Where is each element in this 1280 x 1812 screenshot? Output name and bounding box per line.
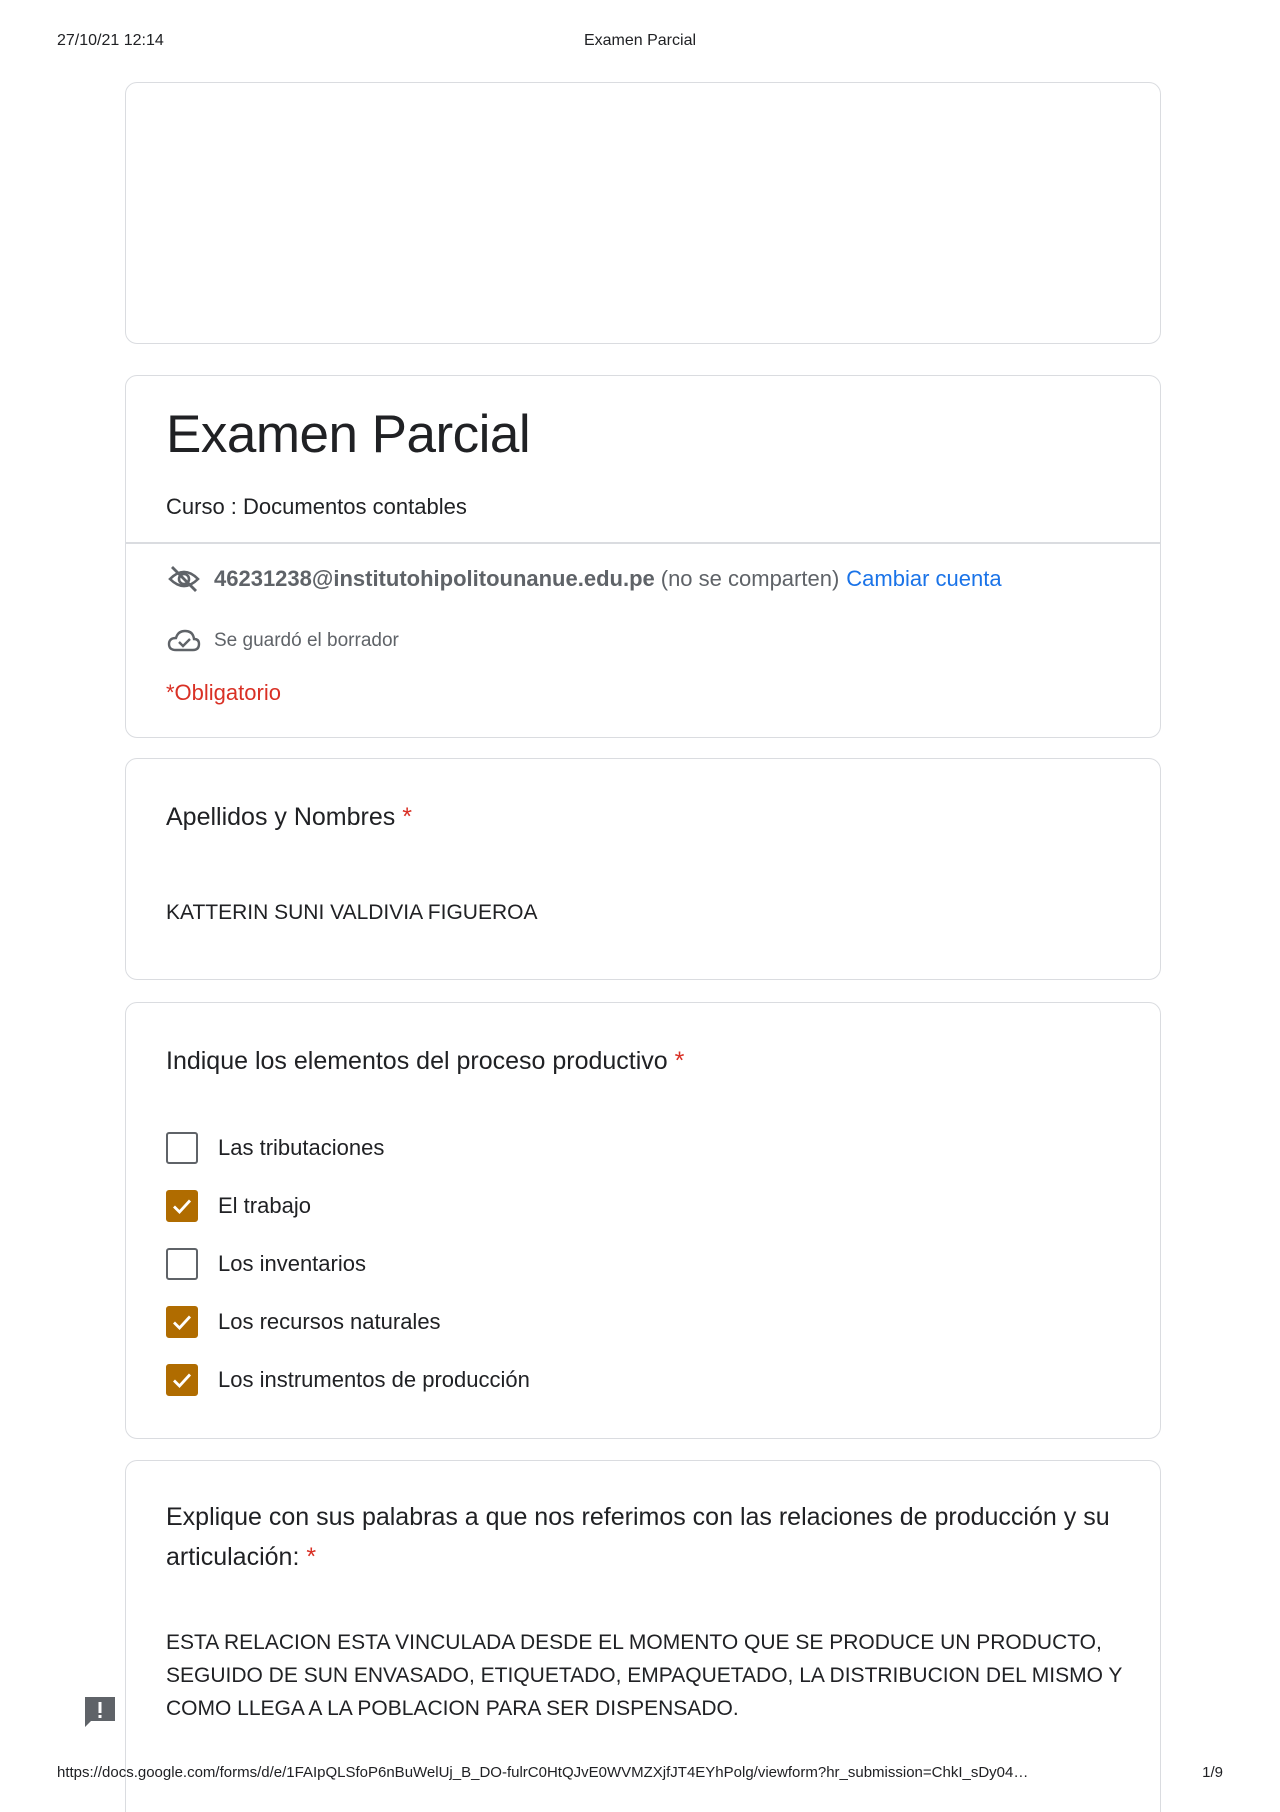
checkbox[interactable]	[166, 1364, 198, 1396]
question-title-text: Apellidos y Nombres	[166, 803, 396, 831]
print-datetime: 27/10/21 12:14	[57, 32, 164, 49]
switch-account-link[interactable]: Cambiar cuenta	[846, 566, 1002, 591]
draft-status-label: Se guardó el borrador	[214, 630, 399, 651]
print-url: https://docs.google.com/forms/d/e/1FAIpQLSfoP6nBuWelUj_B_DO-fulrC0HtQJvE0WVMZXjfJT4EYhPolg/viewform?hr_submission=ChkI_sDy04…	[57, 1764, 1029, 1781]
question-title	[166, 797, 412, 837]
required-mark: *	[402, 803, 412, 831]
account-row	[166, 562, 1002, 596]
account-email: 46231238@institutohipolitounanue.edu.pe	[214, 566, 655, 591]
check-icon	[170, 1368, 194, 1392]
form-header-card	[125, 375, 1161, 738]
option-label: Las tributaciones	[218, 1135, 385, 1160]
question-card-name	[125, 758, 1161, 980]
checkbox-option[interactable]	[166, 1235, 530, 1293]
form-title: Examen Parcial	[166, 405, 531, 464]
print-header	[57, 32, 1223, 52]
option-label: Los recursos naturales	[218, 1309, 441, 1334]
check-icon	[170, 1310, 194, 1334]
checkbox-option[interactable]	[166, 1351, 530, 1409]
question-title	[166, 1497, 1126, 1577]
question-title-text: Indique los elementos del proceso productivo	[166, 1047, 668, 1075]
question-title-text: Explique con sus palabras a que nos referimos con las relaciones de producción y su articulación:	[166, 1503, 1110, 1571]
checkbox-options	[166, 1119, 530, 1409]
checkbox-option[interactable]	[166, 1119, 530, 1177]
question-card-elements	[125, 1002, 1161, 1439]
draft-status-row	[166, 624, 399, 658]
checkbox[interactable]	[166, 1190, 198, 1222]
question-title	[166, 1041, 684, 1081]
check-icon	[170, 1194, 194, 1218]
form-description: Curso : Documentos contables	[166, 494, 467, 519]
cloud-done-icon	[166, 624, 202, 658]
paragraph-answer[interactable]: ESTA RELACION ESTA VINCULADA DESDE EL MOMENTO QUE SE PRODUCE UN PRODUCTO, SEGUIDO DE SUN ENVASADO, ETIQUETADO, EMPAQUETADO, LA DISTRIBUCION DEL MISMO Y COMO LLEGA A LA POBLACION PARA SER DISPENSADO.	[166, 1631, 1123, 1720]
option-label: El trabajo	[218, 1193, 311, 1218]
checkbox[interactable]	[166, 1248, 198, 1280]
header-banner	[125, 82, 1161, 344]
option-label: Los instrumentos de producción	[218, 1367, 530, 1392]
checkbox-option[interactable]	[166, 1177, 530, 1235]
feedback-icon[interactable]	[82, 1694, 118, 1730]
account-note: (no se comparten)	[660, 566, 840, 591]
divider	[126, 542, 1160, 544]
checkbox[interactable]	[166, 1306, 198, 1338]
print-title: Examen Parcial	[583, 32, 697, 49]
required-note: *Obligatorio	[166, 680, 281, 705]
text-answer[interactable]: KATTERIN SUNI VALDIVIA FIGUEROA	[166, 901, 538, 924]
eye-off-icon	[166, 562, 202, 596]
page-number: 1/9	[1202, 1764, 1223, 1781]
checkbox-option[interactable]	[166, 1293, 530, 1351]
option-label: Los inventarios	[218, 1251, 366, 1276]
checkbox[interactable]	[166, 1132, 198, 1164]
question-card-relations	[125, 1460, 1161, 1812]
print-footer	[57, 1764, 1223, 1784]
required-mark: *	[674, 1047, 685, 1075]
required-mark: *	[306, 1543, 317, 1571]
